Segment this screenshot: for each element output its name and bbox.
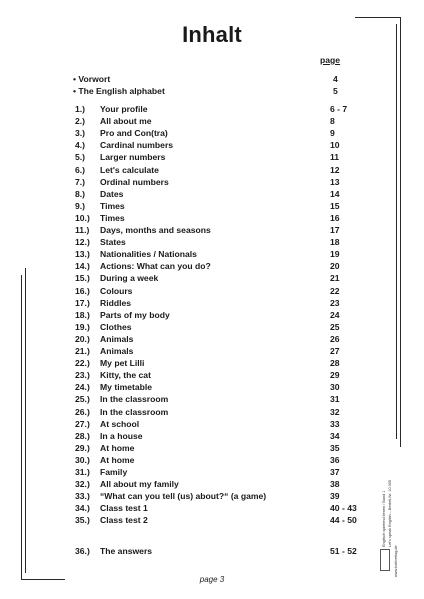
- toc-row-number: 31.): [75, 467, 90, 477]
- toc-row-page: 44 - 50: [330, 515, 357, 526]
- toc-row-number: 29.): [75, 442, 90, 453]
- toc-row-title: Parts of my body: [100, 309, 170, 320]
- toc-row: [0, 546, 424, 558]
- toc-row-page: 31: [330, 394, 340, 405]
- toc-row-number: 5.): [75, 152, 86, 163]
- toc-row: [0, 491, 424, 503]
- toc-row: [0, 116, 424, 128]
- toc-row-number: 27.): [75, 418, 90, 429]
- toc-row-number: 24.): [75, 382, 90, 393]
- toc-row-number: 21.): [75, 346, 90, 356]
- toc-row: [0, 358, 424, 370]
- toc-row-number: 2.): [75, 116, 86, 127]
- publisher-side-stamp: [380, 437, 406, 577]
- toc-row-page: 51 - 52: [330, 546, 357, 556]
- toc-row-number: 33.): [75, 491, 90, 502]
- toc-row-number: 3.): [75, 128, 86, 139]
- toc-row: [0, 443, 424, 455]
- toc-row-title: In the classroom: [100, 406, 169, 417]
- toc-row-page: 27: [330, 346, 340, 356]
- toc-row-title: Family: [100, 467, 128, 477]
- toc-row-number: 12.): [75, 237, 90, 248]
- stamp-line-1: Englisch spielend lernen / Band 1: [382, 490, 386, 547]
- toc-row-number: 34.): [75, 503, 90, 514]
- toc-row-number: 18.): [75, 309, 90, 320]
- toc-row-title: Cardinal numbers: [100, 140, 174, 151]
- toc-row: [0, 177, 424, 189]
- toc-row: [0, 322, 424, 334]
- toc-row: [0, 431, 424, 443]
- toc-row-page: 32: [330, 406, 340, 417]
- toc-row-number: 25.): [75, 394, 90, 405]
- toc-row-title: Days, months and seasons: [100, 225, 211, 235]
- toc-row: [0, 503, 424, 515]
- toc-row-number: 4.): [75, 140, 86, 151]
- toc-row-number: 15.): [75, 273, 90, 284]
- stamp-line-2: Let's speak English – Bestell-Nr. 10 305: [388, 480, 392, 547]
- toc-row-number: 32.): [75, 479, 90, 490]
- toc-row-number: 6.): [75, 164, 86, 175]
- toc-row-title: Actions: What can you do?: [100, 261, 211, 272]
- intro-item-label: • Vorwort: [73, 74, 111, 84]
- toc-row-page: 17: [330, 225, 340, 235]
- toc-row-number: 23.): [75, 370, 90, 381]
- toc-row-number: 8.): [75, 188, 86, 199]
- toc-row-page: 23: [330, 297, 340, 308]
- toc-row-title: Let's calculate: [100, 164, 159, 175]
- toc-row-page: 37: [330, 467, 340, 477]
- toc-row-number: 1.): [75, 104, 86, 114]
- toc-row: [0, 104, 424, 116]
- toc-row: [0, 346, 424, 358]
- toc-row-title: Your profile: [100, 104, 148, 114]
- toc-row-page: 11: [330, 152, 340, 163]
- page-title: Inhalt: [182, 22, 242, 47]
- toc-row: [0, 140, 424, 152]
- toc-row-title: Class test 2: [100, 515, 148, 526]
- toc-row: [0, 213, 424, 225]
- toc-row-title: Colours: [100, 285, 133, 296]
- toc-row-number: 9.): [75, 200, 86, 211]
- toc-row: [0, 370, 424, 382]
- toc-row-number: 13.): [75, 249, 90, 260]
- toc-row: [0, 261, 424, 273]
- toc-row: [0, 273, 424, 285]
- publisher-logo: [380, 549, 390, 571]
- toc-row: [0, 334, 424, 346]
- toc-row-title: Animals: [100, 346, 134, 356]
- toc-row: [0, 128, 424, 140]
- toc-row: [0, 419, 424, 431]
- toc-row-page: 28: [330, 358, 340, 369]
- toc-row-title: My timetable: [100, 382, 153, 393]
- intro-item-page: 4: [333, 74, 338, 84]
- toc-row-title: Animals: [100, 333, 134, 344]
- toc-row-page: 10: [330, 140, 340, 151]
- toc-row-number: 11.): [75, 225, 90, 235]
- toc-row: [0, 165, 424, 177]
- toc-row-title: Pro and Con(tra): [100, 128, 168, 139]
- toc-row-page: 16: [330, 212, 340, 223]
- page-column-header: page: [320, 55, 341, 65]
- toc-row-number: 14.): [75, 261, 90, 272]
- toc-row: [0, 407, 424, 419]
- toc-row-title: My pet Lilli: [100, 358, 145, 369]
- frame-top-right-horizontal: [355, 17, 401, 18]
- toc-row-number: 35.): [75, 515, 90, 526]
- toc-row-title: At school: [100, 418, 140, 429]
- toc-row-number: 7.): [75, 176, 86, 187]
- toc-row-title: Clothes: [100, 321, 132, 332]
- toc-row: [0, 249, 424, 261]
- toc-row: [0, 394, 424, 406]
- stamp-line-3: www.kohlverlag.de: [394, 545, 398, 577]
- toc-row-page: 19: [330, 249, 340, 260]
- toc-row-title: Ordinal numbers: [100, 176, 169, 187]
- toc-row-title: In the classroom: [100, 394, 169, 405]
- toc-row-page: 25: [330, 321, 340, 332]
- toc-row: [0, 225, 424, 237]
- toc-row-number: 22.): [75, 358, 90, 369]
- toc-row-number: 17.): [75, 297, 90, 308]
- toc-row-page: 24: [330, 309, 340, 320]
- toc-row: [0, 515, 424, 527]
- toc-row-page: 8: [330, 116, 335, 127]
- toc-row-number: 30.): [75, 454, 90, 465]
- toc-row: [0, 479, 424, 491]
- toc-row-title: At home: [100, 454, 135, 465]
- toc-row-page: 6 - 7: [330, 104, 348, 114]
- toc-row-page: 40 - 43: [330, 503, 357, 514]
- toc-row-number: 36.): [75, 546, 90, 556]
- toc-row: [0, 467, 424, 479]
- toc-row-page: 13: [330, 176, 340, 187]
- toc-row-page: 30: [330, 382, 340, 393]
- toc-row-page: 21: [330, 273, 340, 284]
- toc-row-number: 20.): [75, 333, 90, 344]
- toc-row: [0, 152, 424, 164]
- toc-row: [0, 189, 424, 201]
- toc-row-page: 33: [330, 418, 340, 429]
- toc-row-title: All about my family: [100, 479, 179, 490]
- toc-row-page: 14: [330, 188, 340, 199]
- toc-row: [0, 455, 424, 467]
- toc-row-title: At home: [100, 442, 135, 453]
- footer-page-number: page 3: [199, 575, 225, 584]
- toc-row-page: 36: [330, 454, 340, 465]
- toc-row-title: Times: [100, 212, 125, 223]
- toc-row-page: 12: [330, 164, 340, 175]
- toc-row-title: Larger numbers: [100, 152, 166, 163]
- toc-row-title: All about me: [100, 116, 152, 127]
- toc-row-page: 18: [330, 237, 340, 248]
- toc-row-title: Kitty, the cat: [100, 370, 151, 381]
- toc-row-title: Riddles: [100, 297, 132, 308]
- toc-row-page: 38: [330, 479, 340, 490]
- toc-row-page: 35: [330, 442, 340, 453]
- toc-row-title: Times: [100, 200, 125, 211]
- toc-row-page: 29: [330, 370, 340, 381]
- toc-row-page: 26: [330, 333, 340, 344]
- intro-item-page: 5: [333, 86, 338, 96]
- toc-row-title: The answers: [100, 546, 153, 556]
- toc-row-number: 28.): [75, 430, 90, 441]
- toc-row: [0, 201, 424, 213]
- toc-row: [0, 298, 424, 310]
- toc-row-page: 20: [330, 261, 340, 272]
- toc-row: [0, 382, 424, 394]
- toc-row-page: 34: [330, 430, 340, 441]
- toc-row-title: Dates: [100, 188, 124, 199]
- toc-row-page: 9: [330, 128, 335, 139]
- toc-row-title: “What can you tell (us) about?“ (a game): [100, 491, 267, 502]
- toc-row: [0, 310, 424, 322]
- toc-row-page: 15: [330, 200, 340, 211]
- toc-row-number: 26.): [75, 406, 90, 417]
- toc-row-title: In a house: [100, 430, 143, 441]
- toc-row-title: Nationalities / Nationals: [100, 249, 197, 260]
- toc-row-page: 39: [330, 491, 340, 502]
- toc-row-number: 16.): [75, 285, 90, 296]
- toc-row: [0, 237, 424, 249]
- toc-row: [0, 286, 424, 298]
- toc-row-number: 19.): [75, 321, 90, 332]
- toc-row-number: 10.): [75, 212, 90, 223]
- toc-row-page: 22: [330, 285, 340, 296]
- toc-row-title: During a week: [100, 273, 159, 284]
- intro-item-label: • The English alphabet: [73, 86, 165, 96]
- toc-row-title: Class test 1: [100, 503, 148, 514]
- toc-row-title: States: [100, 237, 126, 248]
